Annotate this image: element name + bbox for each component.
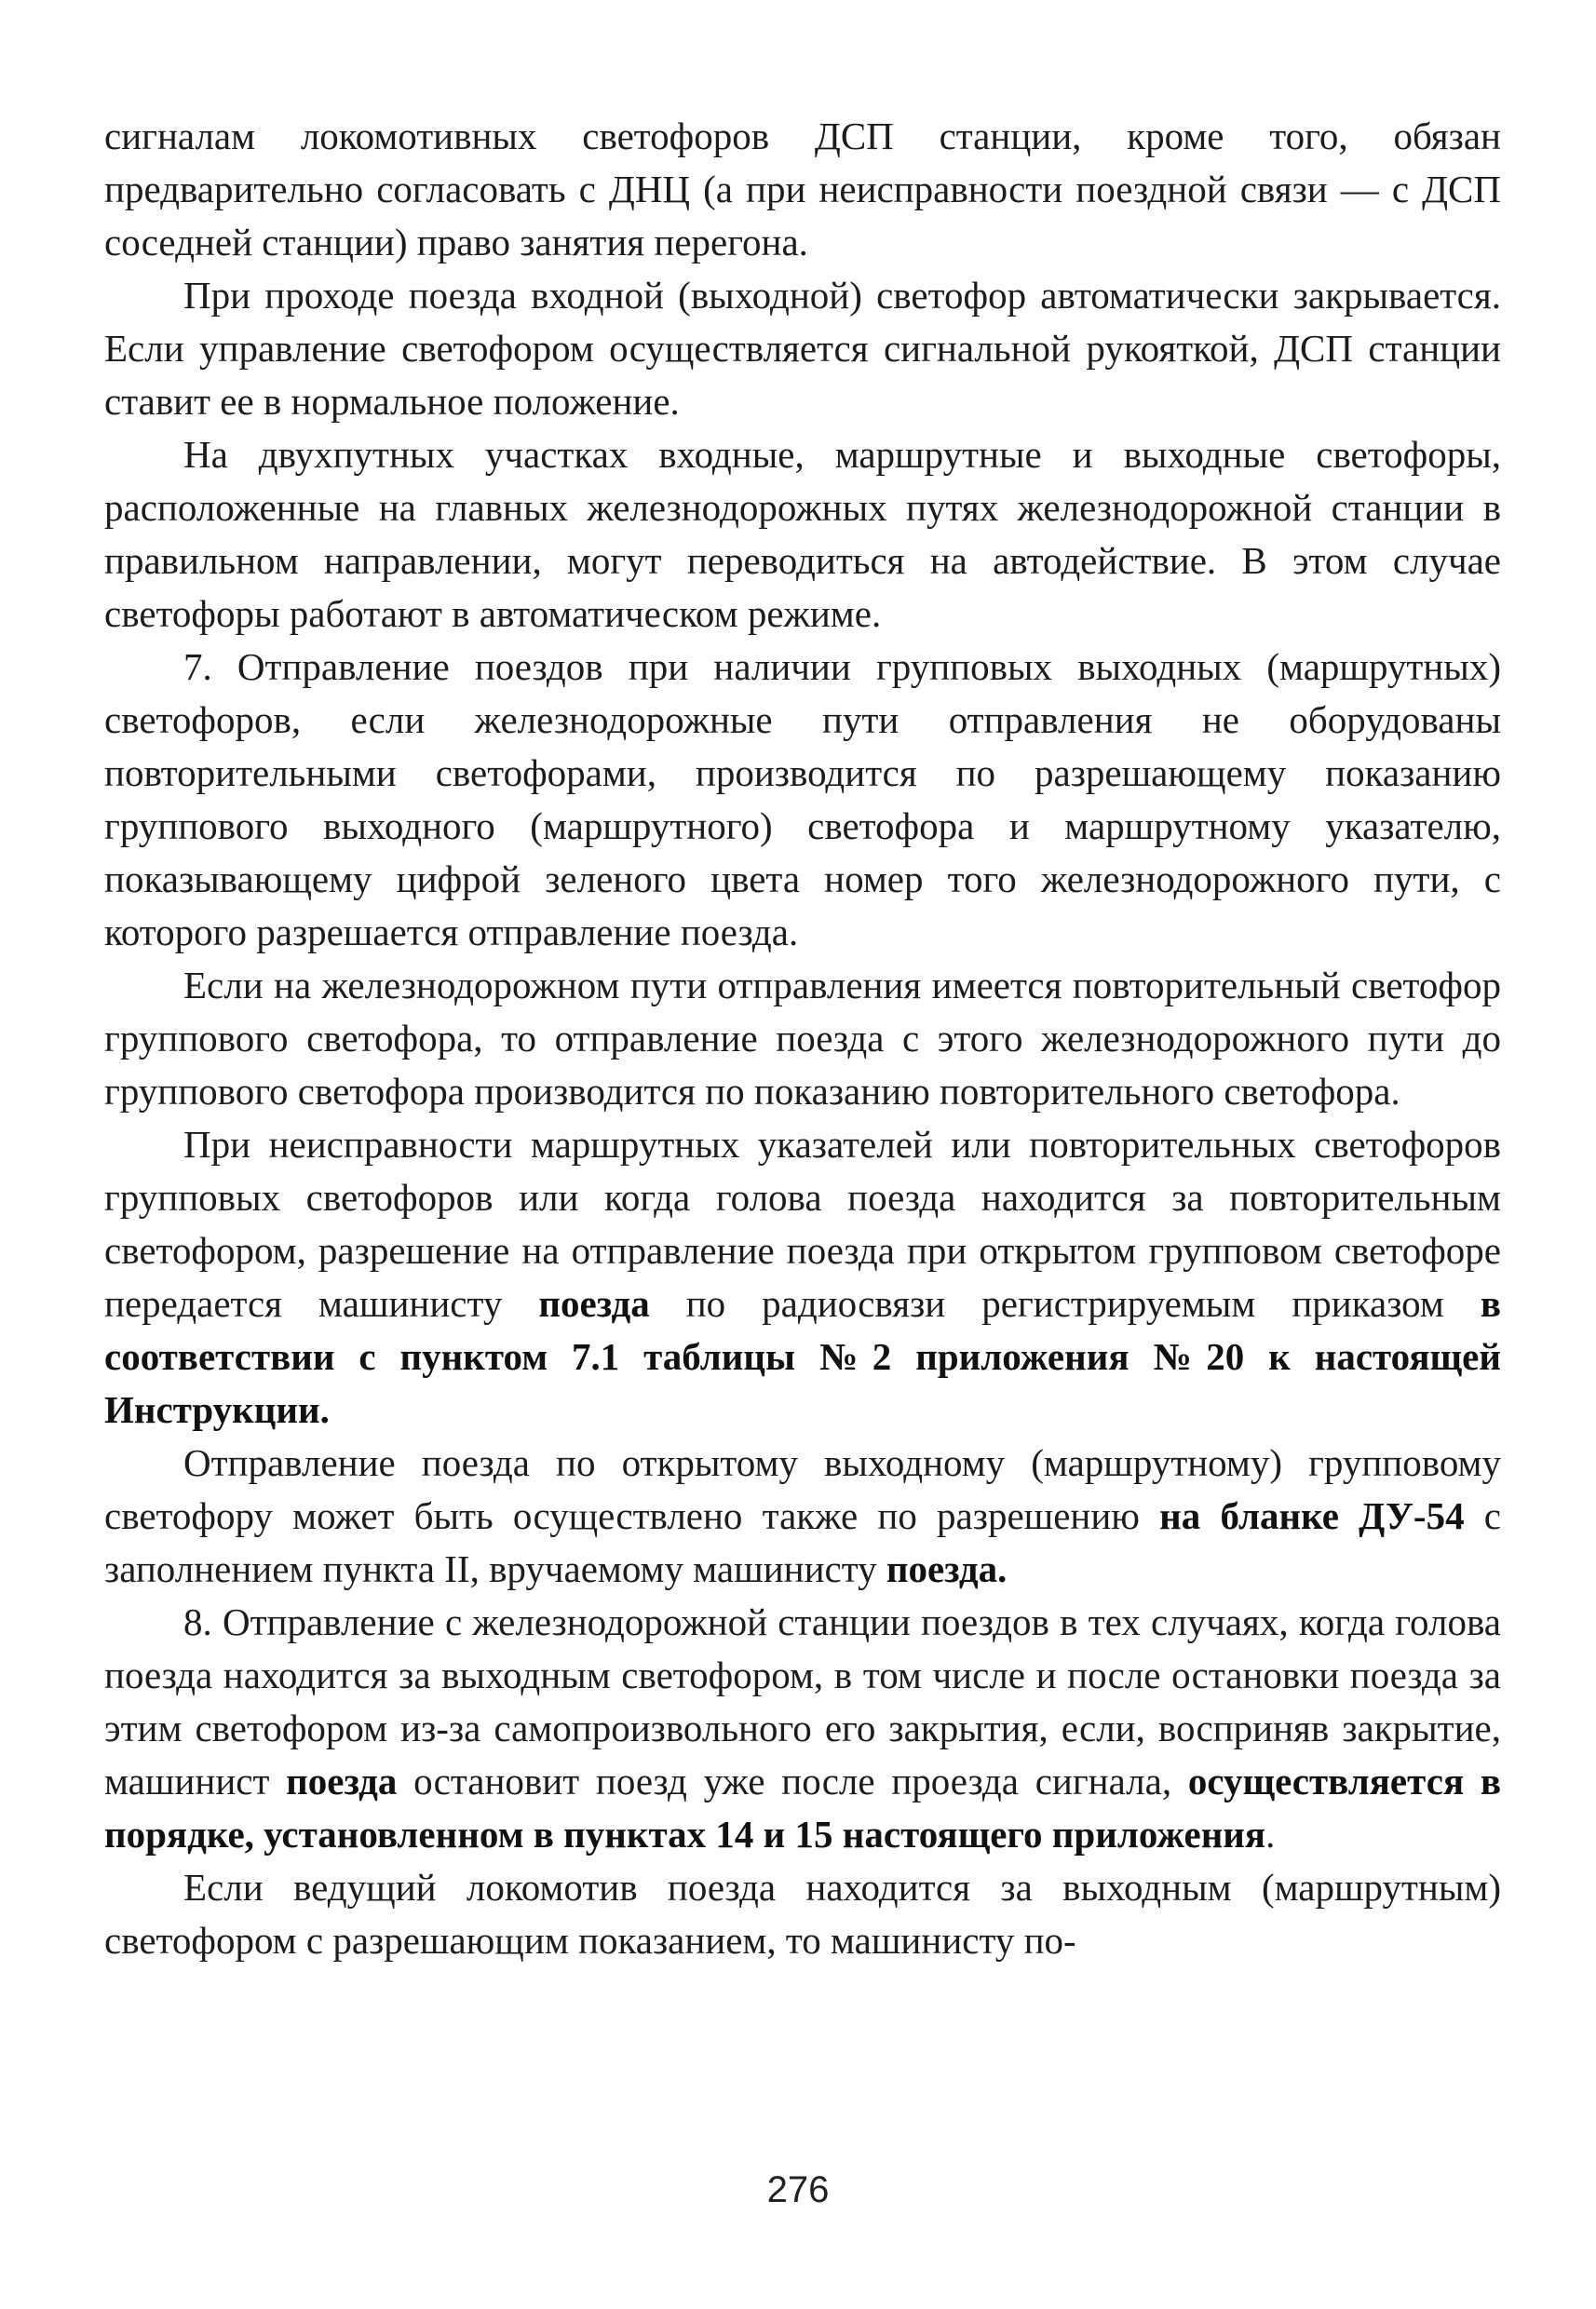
paragraph-8-text-c: .: [1265, 1813, 1276, 1856]
document-page: [104, 110, 1501, 1967]
paragraph-7: [104, 1437, 1501, 1596]
paragraph-6-bold-b: в соответствии с пунктом 7.1 таблицы №2 приложения №20 к настоящей Инструкции.: [104, 1282, 1501, 1431]
paragraph-1-text: сигналам локомотивных светофоров ДСП станции, кроме того, обязан предварительно согласовать с ДНЦ (а при неисправности поездной связи — с ДСП соседней станции) право занятия перегона.: [104, 115, 1501, 263]
paragraph-9: [104, 1861, 1501, 1967]
paragraph-8-bold-b: осуществляется в порядке, установленном в пунктах 14 и 15 настоящего приложения: [104, 1760, 1502, 1856]
paragraph-5-text: Если на железнодорожном пути отправления имеется повторительный светофор группового светофора, то отправление поезда с этого железнодорожного пути до группового светофора производится по показанию повторительного светофора.: [104, 964, 1501, 1113]
paragraph-6: [104, 1118, 1501, 1437]
paragraph-4-item-7: [104, 641, 1501, 959]
paragraph-7-text-b: с заполнением пункта II, вручаемому машинисту: [104, 1494, 1501, 1590]
paragraph-8-item-8: [104, 1596, 1501, 1861]
paragraph-6-text-b: по радиосвязи регистрируемым приказом: [649, 1282, 1481, 1325]
paragraph-7-text-a: Отправление поезда по открытому выходному (маршрутному) групповому светофору может быть осуществлено также по разрешению: [104, 1441, 1501, 1537]
paragraph-8-text-b: остановит поезд уже после проезда сигнала,: [397, 1760, 1188, 1803]
paragraph-7-bold-b: поезда.: [886, 1547, 1008, 1590]
paragraph-7-bold-a: на бланке ДУ-54: [1159, 1494, 1465, 1537]
paragraph-2: [104, 269, 1501, 428]
paragraph-3-text: На двухпутных участках входные, маршрутные и выходные светофоры, расположенные на главных железнодорожных путях железнодорожной станции в правильном направлении, могут переводиться на автодействие. В этом случае светофоры работают в автоматическом режиме.: [104, 433, 1501, 635]
page-number: 276: [766, 2169, 830, 2210]
paragraph-8-bold-a: поезда: [286, 1760, 398, 1803]
paragraph-6-bold-a: поезда: [538, 1282, 650, 1325]
paragraph-9-text: Если ведущий локомотив поезда находится за выходным (маршрутным) светофором с разрешающим показанием, то машинисту по-: [104, 1866, 1501, 1962]
paragraph-2-text: При проходе поезда входной (выходной) светофор автоматически закрывается. Если управление светофором осуществляется сигнальной рукояткой, ДСП станции ставит ее в нормальное положение.: [104, 274, 1501, 423]
paragraph-8-text-a: 8. Отправление с железнодорожной станции поездов в тех случаях, когда голова поезда находится за выходным светофором, в том числе и после остановки поезда за этим светофором из-за самопроизвольного его закрытия, если, восприняв закрытие, машинист: [104, 1600, 1501, 1803]
paragraph-6-text-a: При неисправности маршрутных указателей или повторительных светофоров групповых светофоров или когда голова поезда находится за повторительным светофором, разрешение на отправление поезда при открытом групповом светофоре передается машинисту: [104, 1123, 1501, 1325]
paragraph-5: [104, 959, 1501, 1118]
paragraph-3: [104, 428, 1501, 641]
paragraph-4-text: 7. Отправление поездов при наличии групповых выходных (маршрутных) светофоров, если железнодорожные пути отправления не оборудованы повторительными светофорами, производится по разрешающему показанию группового выходного (маршрутного) светофора и маршрутному указателю, показывающему цифрой зеленого цвета номер того железнодорожного пути, с которого разрешается отправление поезда.: [104, 645, 1501, 953]
paragraph-1: [104, 110, 1501, 269]
